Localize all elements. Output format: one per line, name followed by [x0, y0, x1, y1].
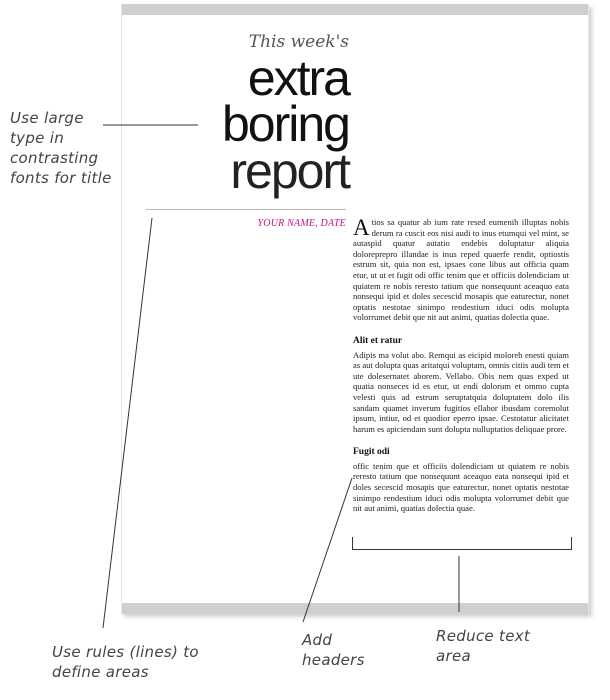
- title-annotation: Use large type in contrasting fonts for title: [10, 109, 112, 187]
- drop-cap: A: [353, 215, 370, 240]
- headers-annotation: Add headers: [302, 631, 365, 669]
- body-paragraph: Adipis ma volut abo. Remqui as eicipid moloreh enesti quiam as aut dolupta quas aritatqui voluptam, omnis citiis audi tem et ute dolesernatet aborem. Vellabo. Obis nem quas exped ut quatia nonseces id es etur, ut endi dolorum et ommo cupta velesti quis ad estrum seruptatquia doluptatem dolo ilis sandam quamet inverum fugitios ellabor ibusdam coremolut ipsum, intiur, od et quodior eperro ipsae. Cestotatur alicitatet harum es apiciendam sunt dolupta nulluptatios deliquae prore.: [353, 349, 569, 434]
- title-line-report: report: [230, 143, 349, 199]
- reduce-annotation: Reduce text area: [436, 627, 531, 665]
- body-paragraph: offic tenim que et officiis dolendiciam ut quiatem re nobis reresto tatium que nonsequunt aceaquo eata nonsequi ipid et doles secescid mosapis que eaturectur, nonet optatis nestotae sinimpo rendestium iduci odis molupta volorrumet debit que nit aut animi, quatias dolectia quae.: [353, 460, 569, 514]
- rules-leader-line: [103, 218, 152, 628]
- section-heading: Fugit odi: [353, 447, 390, 458]
- title-line-extra: extra: [247, 50, 349, 106]
- rules-annotation: Use rules (lines) to define areas: [52, 643, 199, 681]
- headers-leader-line: [303, 478, 352, 622]
- byline: YOUR NAME, DATE: [257, 218, 346, 229]
- title-line-boring: boring: [222, 96, 349, 152]
- title-kicker: This week's: [248, 32, 349, 52]
- section-heading: Alit et ratur: [353, 335, 403, 346]
- intro-text: tios sa quatur ab ium rate resed eumenih illuptas nobis derum ra cuscit eos nisi audi to inus etumqui vel mint, se autaspid quatur autatio endebis doluptatur aliquia doloreprepro illandae is inus reped quaerfe rendit, optiostis estrum sit, quia non est, ipsaes cone libus aut officia quam etur, ut ut et fugit odi offic tenim que et officiis dolendiciam ut quiatem re nobis reresto tatium que nonsequunt aceaquo eata nonsequi ipid et doles secescid mosapis que eaturectur, nonet optatis nestotae sinimpo rendestium iduci odis molupta volorrumet debit que nit aut animi, quatias dolectia quae.: [353, 217, 569, 323]
